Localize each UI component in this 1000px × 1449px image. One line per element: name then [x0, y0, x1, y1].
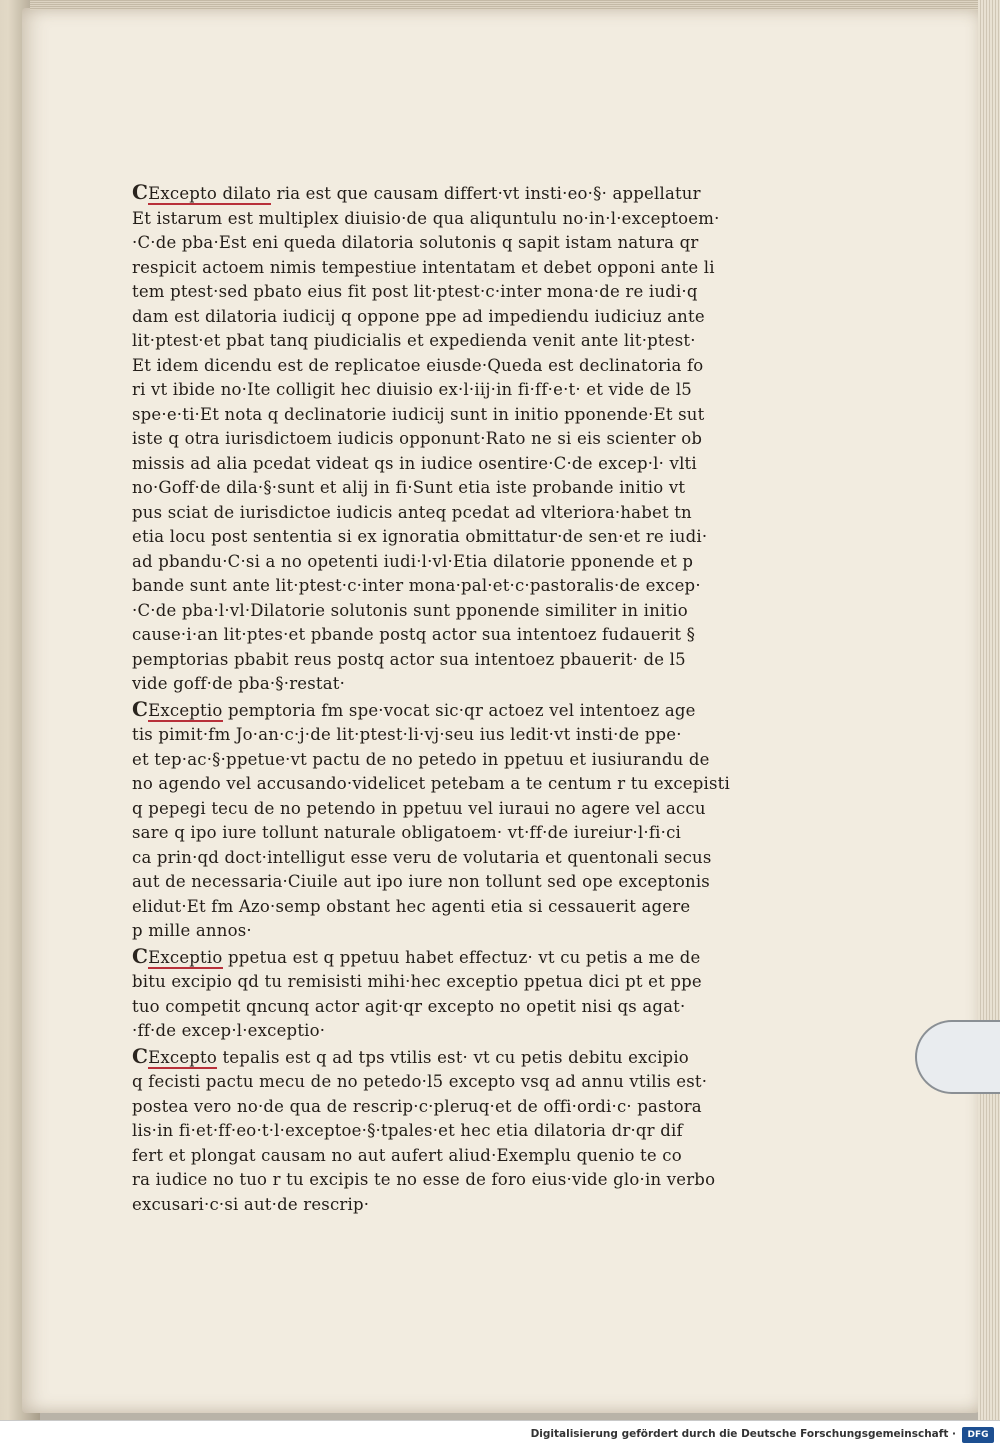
text-paragraph	[132, 180, 732, 697]
line-text: bande sunt ante lit·ptest·c·inter mona·pal·et·c·pastoralis·de excep·	[132, 576, 701, 595]
text-line	[132, 452, 732, 477]
line-text: excusari·c·si aut·de rescrip·	[132, 1194, 370, 1214]
line-text: etia locu post sententia si ex ignoratia obmittatur·de sen·et re iudi·	[132, 527, 708, 546]
page-top-edge	[30, 0, 990, 10]
text-line	[132, 919, 732, 944]
line-text: missis ad alia pcedat videat qs in iudice osentire·C·de excep·l· vlti	[132, 453, 697, 473]
line-text: ·ff·de excep·l·exceptio·	[132, 1021, 326, 1040]
line-text: no·Goff·de dila·§·sunt et alij in fi·Sunt etia iste probande initio vt	[132, 478, 686, 497]
line-text: pus sciat de iurisdictoe iudicis anteq pcedat ad vlteriora·habet tn	[132, 502, 692, 522]
text-line	[132, 180, 732, 207]
text-line	[132, 1044, 732, 1071]
line-text: sare q ipo iure tollunt naturale obligatoem· vt·ff·de iureiur·l·fi·ci	[132, 823, 682, 842]
line-text: iste q otra iurisdictoem iudicis opponunt·Rato ne si eis scienter ob	[132, 429, 703, 448]
rubric-heading: Exceptio	[148, 947, 223, 967]
line-text: et tep·ac·§·ppetue·vt pactu de no petedo in ppetuu et iusiurandu de	[132, 749, 710, 769]
line-text: ra iudice no tuo r tu excipis te no esse de foro eius·vide glo·in verbo	[132, 1170, 716, 1189]
rubric-heading: Excepto	[148, 1047, 218, 1067]
line-text: ri vt ibide no·Ite colligit hec diuisio ex·l·iij·in fi·ff·e·t· et vide de l5	[132, 380, 692, 399]
text-line	[132, 231, 732, 256]
paragraph-mark: C	[132, 696, 149, 721]
line-text: lis·in fi·et·ff·eo·t·l·exceptoe·§·tpales·et hec etia dilatoria dr·qr dif	[132, 1121, 683, 1140]
line-text: aut de necessaria·Ciuile aut ipo iure non tollunt sed ope exceptonis	[132, 872, 710, 891]
text-line	[132, 895, 732, 920]
text-line	[132, 648, 732, 673]
text-line	[132, 329, 732, 354]
line-text: spe·e·ti·Et nota q declinatorie iudicij sunt in initio pponende·Et sut	[132, 404, 705, 424]
text-line	[132, 207, 732, 232]
text-line	[132, 970, 732, 995]
text-line	[132, 280, 732, 305]
footer-bar	[0, 1420, 1000, 1449]
text-line	[132, 870, 732, 895]
text-line	[132, 1144, 732, 1169]
line-text: tem ptest·sed pbato eius fit post lit·ptest·c·inter mona·de re iudi·q	[132, 282, 698, 301]
text-line	[132, 476, 732, 501]
text-line	[132, 305, 732, 330]
text-line	[132, 427, 732, 452]
manuscript-page	[22, 8, 984, 1413]
line-text: dam est dilatoria iudicij q oppone ppe ad impediendu iudiciuz ante	[132, 306, 705, 326]
text-line	[132, 1095, 732, 1120]
line-text: pemptorias pbabit reus postq actor sua intentoez pbauerit· de l5	[132, 649, 686, 669]
text-paragraph	[132, 944, 732, 1044]
line-text: ca prin·qd doct·intelligut esse veru de volutaria et quentonali secus	[132, 847, 712, 867]
text-line	[132, 1168, 732, 1193]
text-line	[132, 723, 732, 748]
line-text: Et istarum est multiplex diuisio·de qua aliquntulu no·in·l·exceptoem·	[132, 208, 720, 228]
line-text: postea vero no·de qua de rescrip·c·pleruq·et de offi·ordi·c· pastora	[132, 1096, 702, 1116]
text-line	[132, 672, 732, 697]
text-line	[132, 995, 732, 1020]
line-text: lit·ptest·et pbat tanq piudicialis et expedienda venit ante lit·ptest·	[132, 331, 696, 350]
line-text: ria est que causam differt·vt insti·eo·§· appellatur	[276, 184, 701, 203]
text-line	[132, 623, 732, 648]
text-line	[132, 797, 732, 822]
text-line	[132, 1119, 732, 1144]
text-line	[132, 574, 732, 599]
text-line	[132, 378, 732, 403]
line-text: ppetua est q ppetuu habet effectuz· vt cu petis a me de	[227, 947, 701, 967]
text-line	[132, 748, 732, 773]
text-line	[132, 550, 732, 575]
text-line	[132, 1019, 732, 1044]
line-text: q fecisti pactu mecu de no petedo·l5 excepto vsq ad annu vtilis est·	[132, 1072, 708, 1091]
line-text: ad pbandu·C·si a no opetenti iudi·l·vl·Etia dilatorie pponende et p	[132, 551, 694, 571]
text-line	[132, 354, 732, 379]
line-text: elidut·Et fm Azo·semp obstant hec agenti etia si cessauerit agere	[132, 896, 691, 916]
line-text: tuo competit qncunq actor agit·qr excepto no opetit nisi qs agat·	[132, 996, 686, 1016]
text-line	[132, 1193, 732, 1218]
text-line	[132, 846, 732, 871]
line-text: vide goff·de pba·§·restat·	[132, 674, 346, 693]
text-line	[132, 821, 732, 846]
text-line	[132, 772, 732, 797]
rubric-heading: Excepto dilato	[148, 184, 272, 203]
text-line	[132, 1070, 732, 1095]
line-text: p mille annos·	[132, 921, 252, 940]
text-line	[132, 599, 732, 624]
dfg-logo[interactable]: DFG	[962, 1427, 994, 1443]
paragraph-mark: C	[132, 943, 149, 968]
line-text: q pepegi tecu de no petendo in ppetuu vel iuraui no agere vel accu	[132, 798, 706, 818]
main-text-block	[132, 180, 732, 1217]
text-line	[132, 501, 732, 526]
text-line	[132, 697, 732, 724]
paragraph-mark: C	[132, 180, 149, 204]
text-line	[132, 944, 732, 971]
text-line	[132, 525, 732, 550]
line-text: ·C·de pba·Est eni queda dilatoria solutonis q sapit istam natura qr	[132, 233, 699, 252]
line-text: tis pimit·fm Jo·an·c·j·de lit·ptest·li·vj·seu ius ledit·vt insti·de ppe·	[132, 725, 682, 744]
footer-credit: Digitalisierung gefördert durch die Deutsche Forschungsgemeinschaft ·	[530, 1428, 956, 1440]
line-text: ·C·de pba·l·vl·Dilatorie solutonis sunt pponende similiter in initio	[132, 600, 688, 620]
line-text: tepalis est q ad tps vtilis est· vt cu petis debitu excipio	[222, 1047, 689, 1067]
line-text: fert et plongat causam no aut aufert aliud·Exemplu quenio te co	[132, 1145, 682, 1165]
page-clip-tab	[915, 1020, 1000, 1094]
text-line	[132, 256, 732, 281]
line-text: pemptoria fm spe·vocat sic·qr actoez vel intentoez age	[227, 700, 696, 720]
line-text: bitu excipio qd tu remisisti mihi·hec exceptio ppetua dici pt et ppe	[132, 972, 702, 991]
line-text: no agendo vel accusando·videlicet petebam a te centum r tu excepisti	[132, 774, 730, 793]
line-text: cause·i·an lit·ptes·et pbande postq actor sua intentoez fudauerit §	[132, 625, 696, 644]
rubric-heading: Exceptio	[148, 700, 223, 720]
line-text: Et idem dicendu est de replicatoe eiusde·Queda est declinatoria fo	[132, 355, 704, 375]
page-right-edge	[978, 0, 1000, 1420]
line-text: respicit actoem nimis tempestiue intentatam et debet opponi ante li	[132, 257, 715, 277]
paragraph-mark: C	[132, 1043, 149, 1068]
text-line	[132, 403, 732, 428]
text-paragraph	[132, 1044, 732, 1218]
text-paragraph	[132, 697, 732, 944]
